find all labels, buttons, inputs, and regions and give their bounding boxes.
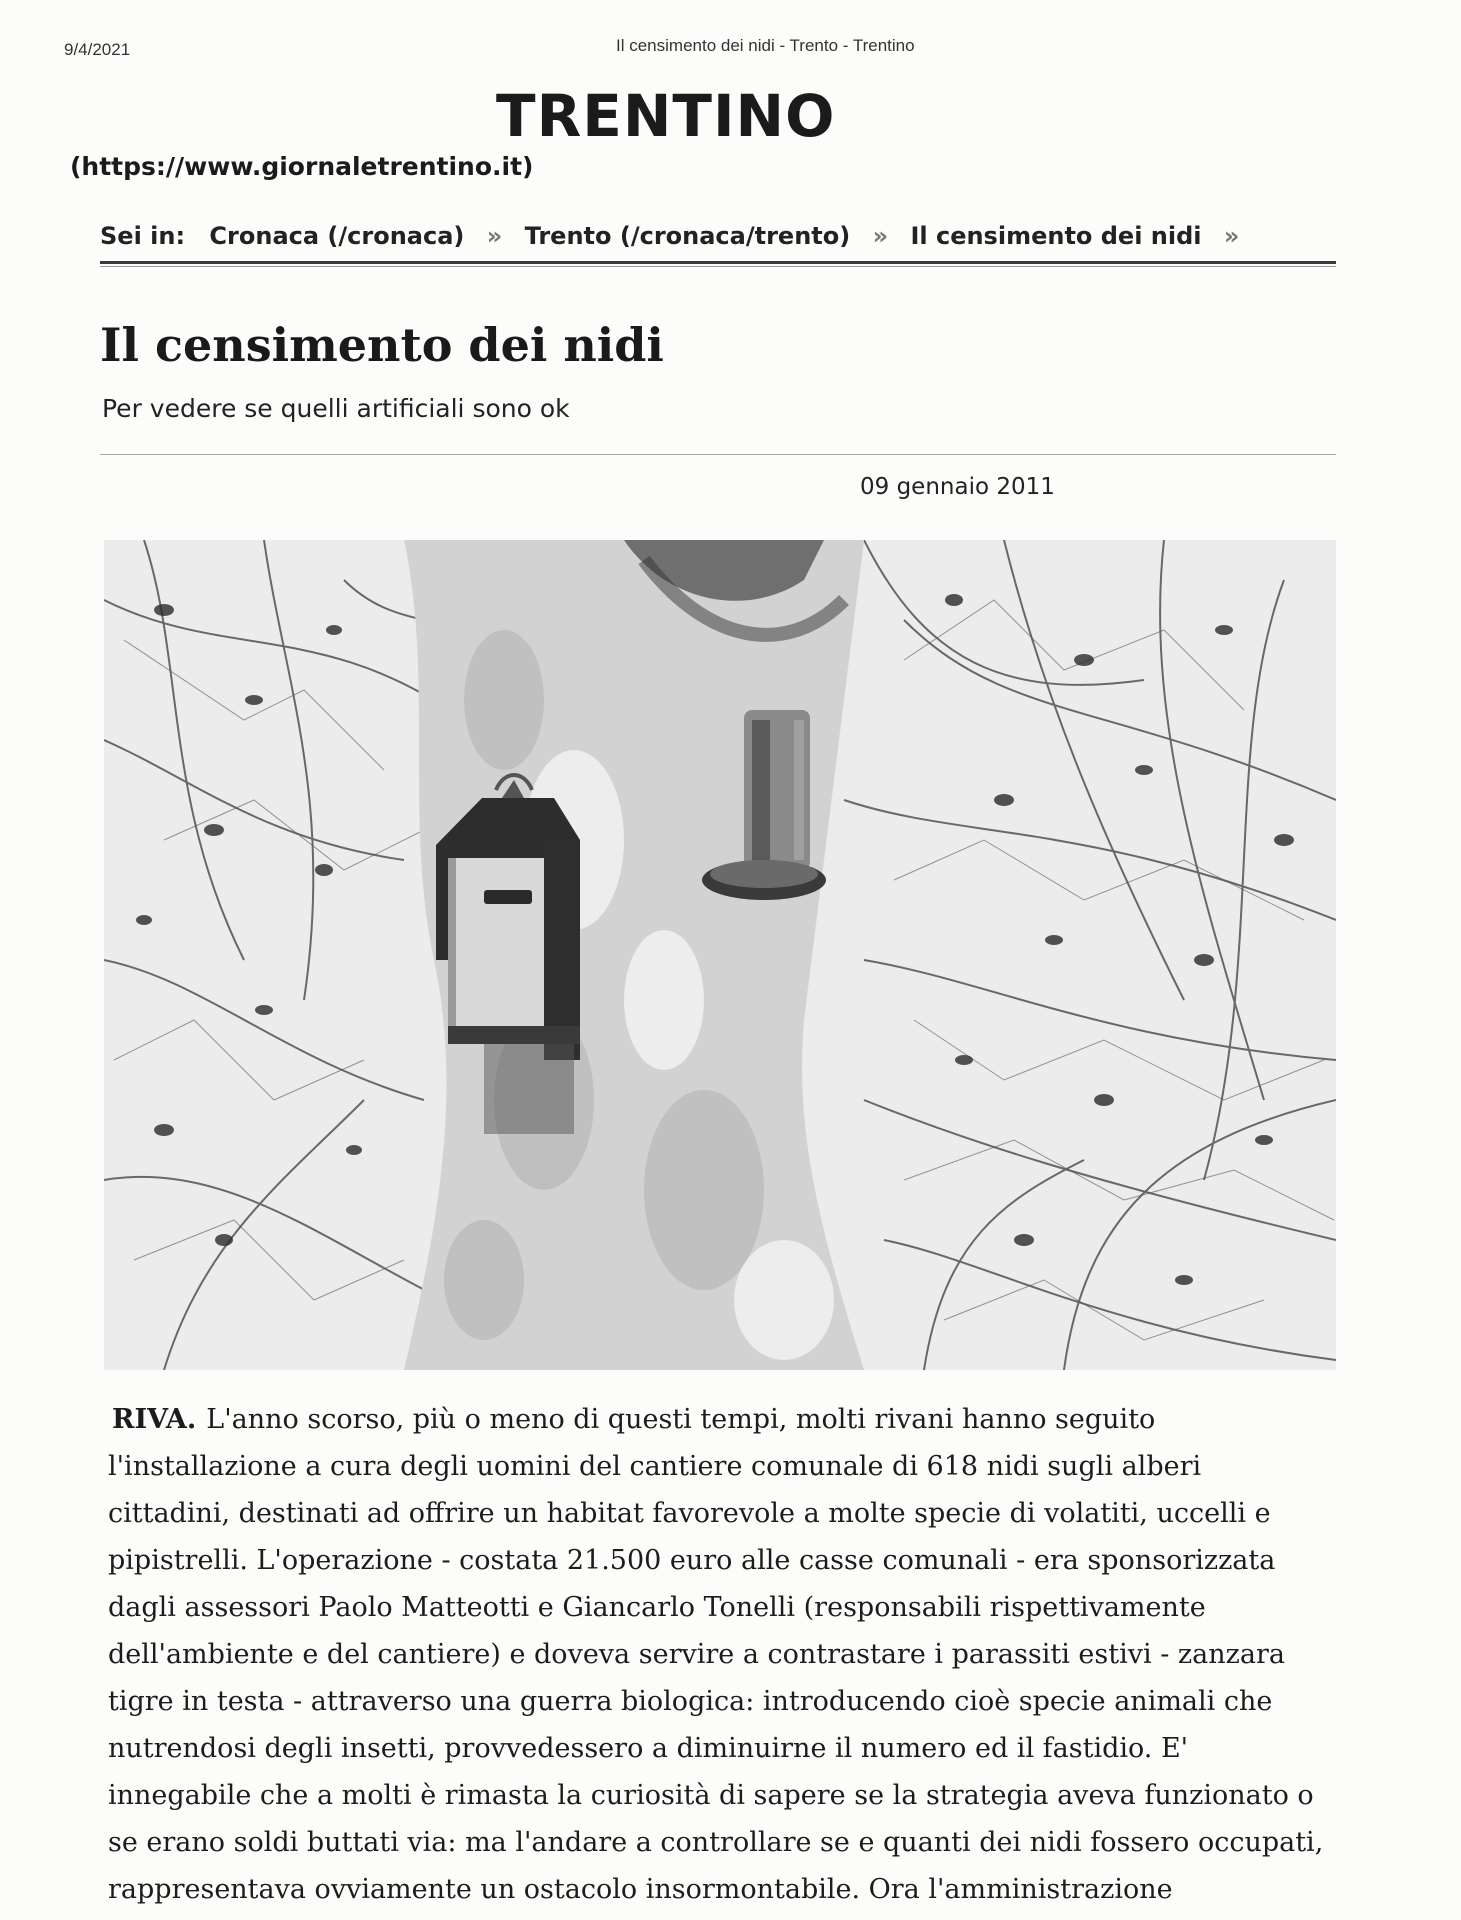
- article-body-line: [108, 1396, 1348, 1443]
- print-date: 9/4/2021: [64, 40, 131, 59]
- article-body-line: se erano soldi buttati via: ma l'andare a controllare se e quanti dei nidi fossero occupati,: [108, 1827, 1324, 1858]
- breadcrumb: [100, 222, 1336, 250]
- article-date: 09 gennaio 2011: [860, 474, 1055, 500]
- article-subtitle: Per vedere se quelli artificiali sono ok: [102, 394, 570, 423]
- article-body-line: rappresentava ovviamente un ostacolo insormontabile. Ora l'amministrazione: [108, 1874, 1173, 1905]
- breadcrumb-separator: »: [1223, 222, 1240, 250]
- article-dateline: RIVA.: [112, 1404, 197, 1435]
- breadcrumb-item-cronaca[interactable]: Cronaca (/cronaca): [209, 222, 465, 250]
- article-body: [108, 1396, 1348, 1913]
- article-body-line: innegabile che a molti è rimasta la curiosità di sapere se la strategia aveva funzionato o: [108, 1780, 1314, 1811]
- article-photo: [104, 540, 1336, 1370]
- breadcrumb-item-current[interactable]: Il censimento dei nidi: [910, 222, 1202, 250]
- breadcrumb-divider: [100, 261, 1336, 264]
- title-divider: [100, 454, 1336, 455]
- article-title: Il censimento dei nidi: [100, 318, 664, 372]
- breadcrumb-separator: »: [486, 222, 503, 250]
- breadcrumb-separator: »: [872, 222, 889, 250]
- site-url-link[interactable]: (https://www.giornaletrentino.it): [70, 152, 534, 181]
- print-page-title: Il censimento dei nidi - Trento - Trentino: [616, 36, 915, 55]
- article-body-line: dell'ambiente e del cantiere) e doveva servire a contrastare i parassiti estivi - zanzara: [108, 1639, 1285, 1670]
- site-logo[interactable]: TRENTINO: [496, 82, 836, 150]
- breadcrumb-item-trento[interactable]: Trento (/cronaca/trento): [524, 222, 851, 250]
- article-body-first-line: L'anno scorso, più o meno di questi tempi, molti rivani hanno seguito: [206, 1404, 1156, 1435]
- article-body-line: cittadini, destinati ad offrire un habitat favorevole a molte specie di volatiti, uccelli e: [108, 1498, 1271, 1529]
- article-body-line: tigre in testa - attraverso una guerra biologica: introducendo cioè specie animali che: [108, 1686, 1273, 1717]
- article-body-line: pipistrelli. L'operazione - costata 21.500 euro alle casse comunali - era sponsorizzata: [108, 1545, 1276, 1576]
- article-body-line: l'installazione a cura degli uomini del cantiere comunale di 618 nidi sugli alberi: [108, 1451, 1202, 1482]
- breadcrumb-lead: Sei in:: [100, 222, 186, 250]
- article-body-line: dagli assessori Paolo Matteotti e Giancarlo Tonelli (responsabili rispettivamente: [108, 1592, 1206, 1623]
- breadcrumb-divider-thin: [100, 266, 1336, 267]
- article-body-line: nutrendosi degli insetti, provvedessero a diminuirne il numero ed il fastidio. E': [108, 1733, 1189, 1764]
